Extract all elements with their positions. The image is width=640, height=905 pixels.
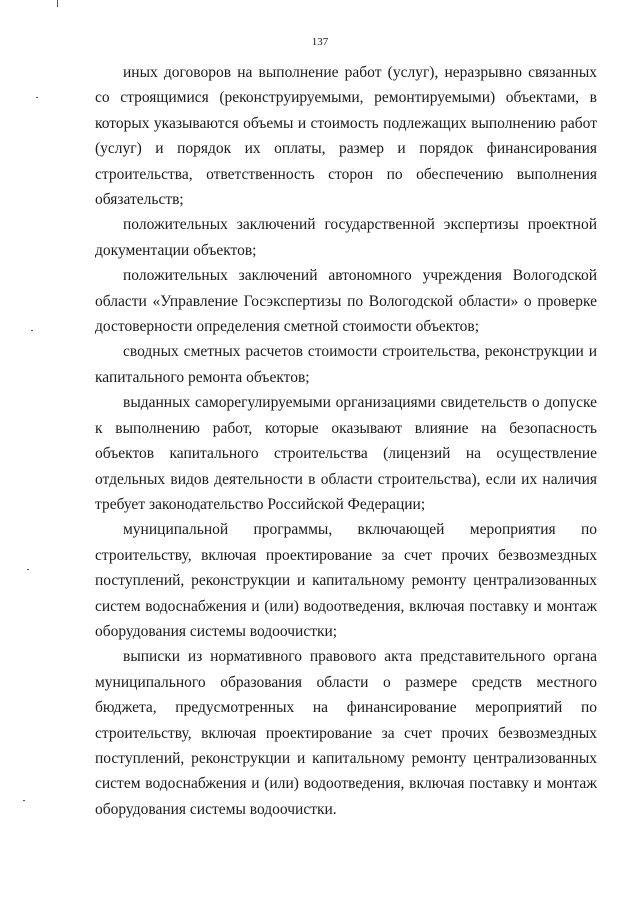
scan-mark-left-4 — [23, 800, 25, 801]
paragraph: сводных сметных расчетов стоимости строительства, реконструкции и капитального ремонта объектов; — [95, 343, 597, 386]
paragraph: выданных саморегулируемыми организациями свидетельств о допуске к выполнению работ, которые оказывают влияние на безопасность объектов капитального строительства (лицензий на осуществление отдельных видов деятельности в области строительства), если их наличия требует законодательство Российской Федерации; — [95, 394, 597, 513]
scan-mark-left-2 — [31, 330, 33, 331]
paragraph: муниципальной программы, включающей мероприятия по строительству, включая проектирование за счет прочих безвозмездных поступлений, реконструкции и капитальному ремонту централизованных систем водоснабжения и (или) водоотведения, включая поставку и монтаж оборудования системы водоочистки; — [95, 521, 597, 640]
paragraph: положительных заключений автономного учреждения Вологодской области «Управление Госэкспертизы по Вологодской области» о проверке достоверности определения сметной стоимости объектов; — [95, 267, 597, 336]
page-number: 137 — [311, 36, 329, 48]
scan-mark-left-3 — [27, 569, 29, 570]
scan-mark-top — [57, 0, 58, 7]
paragraph: иных договоров на выполнение работ (услуг), неразрывно связанных со строящимися (реконструируемыми, ремонтируемыми) объектами, в которых указываются объемы и стоимость подлежащих выполнению работ (услуг) и порядок их оплаты, размер и порядок финансирования строительства, ответственность сторон по обеспечению выполнения обязательств; — [95, 64, 597, 209]
paragraph: выписки из нормативного правового акта представительного органа муниципального образования области о размере средств местного бюджета, предусмотренных на финансирование мероприятий по строительству, включая проектирование за счет прочих безвозмездных поступлений, реконструкции и капитальному ремонту централизованных систем водоснабжения и (или) водоотведения, включая поставку и монтаж оборудования системы водоочистки. — [95, 648, 597, 818]
paragraph: положительных заключений государственной экспертизы проектной документации объектов; — [95, 216, 597, 259]
document-body — [95, 60, 597, 822]
scan-mark-left-1 — [36, 97, 38, 98]
